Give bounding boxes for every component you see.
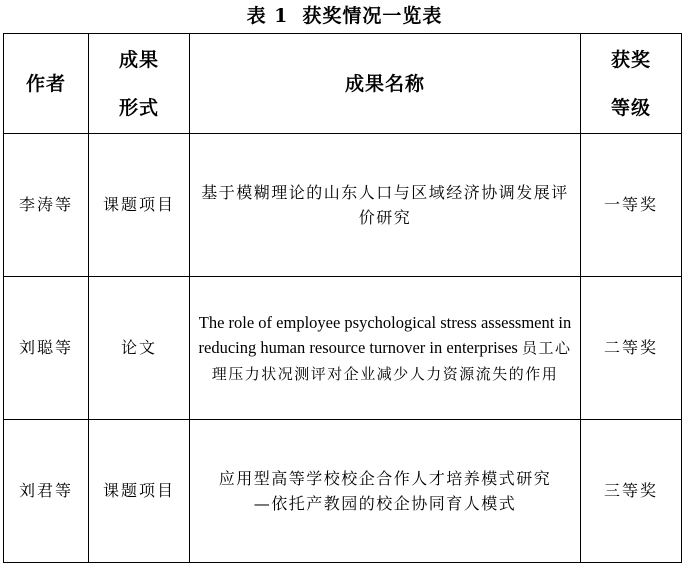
row-title-line2: —依托产教园的校企协同育人模式 (253, 494, 517, 513)
row-title (190, 420, 581, 563)
row-title: 基于模糊理论的山东人口与区域经济协调发展评价研究 (190, 134, 581, 277)
awards-table (3, 33, 682, 563)
header-name: 成果名称 (190, 34, 581, 134)
table-header-row (4, 34, 682, 134)
row-form: 论文 (89, 277, 190, 420)
table-row (4, 277, 682, 420)
row-author: 刘聪等 (4, 277, 89, 420)
header-level (581, 34, 682, 134)
row-title-zh: 员工心理压力状况测评对企业减少人力资源流失的作用 (211, 338, 572, 383)
row-level: 一等奖 (581, 134, 682, 277)
table-number: 表 1 (246, 5, 289, 27)
row-form: 课题项目 (89, 134, 190, 277)
row-author: 李涛等 (4, 134, 89, 277)
header-level-line1: 获奖 (610, 48, 651, 71)
table-row (4, 134, 682, 277)
header-form (89, 34, 190, 134)
row-level: 二等奖 (581, 277, 682, 420)
table-row (4, 420, 682, 563)
row-title (190, 277, 581, 420)
header-form-line1: 成果 (118, 48, 159, 71)
row-author: 刘君等 (4, 420, 89, 563)
row-form: 课题项目 (89, 420, 190, 563)
table-caption (0, 2, 685, 30)
row-title-en: The role of employee psychological stress assessment in reducing human resource turnover in enterprises (198, 312, 572, 357)
header-level-line2: 等级 (610, 96, 651, 119)
header-form-line2: 形式 (118, 96, 159, 119)
table-title: 获奖情况一览表 (302, 5, 443, 27)
row-title-line1: 应用型高等学校校企合作人才培养模式研究 (218, 469, 552, 488)
header-author: 作者 (4, 34, 89, 134)
row-level: 三等奖 (581, 420, 682, 563)
